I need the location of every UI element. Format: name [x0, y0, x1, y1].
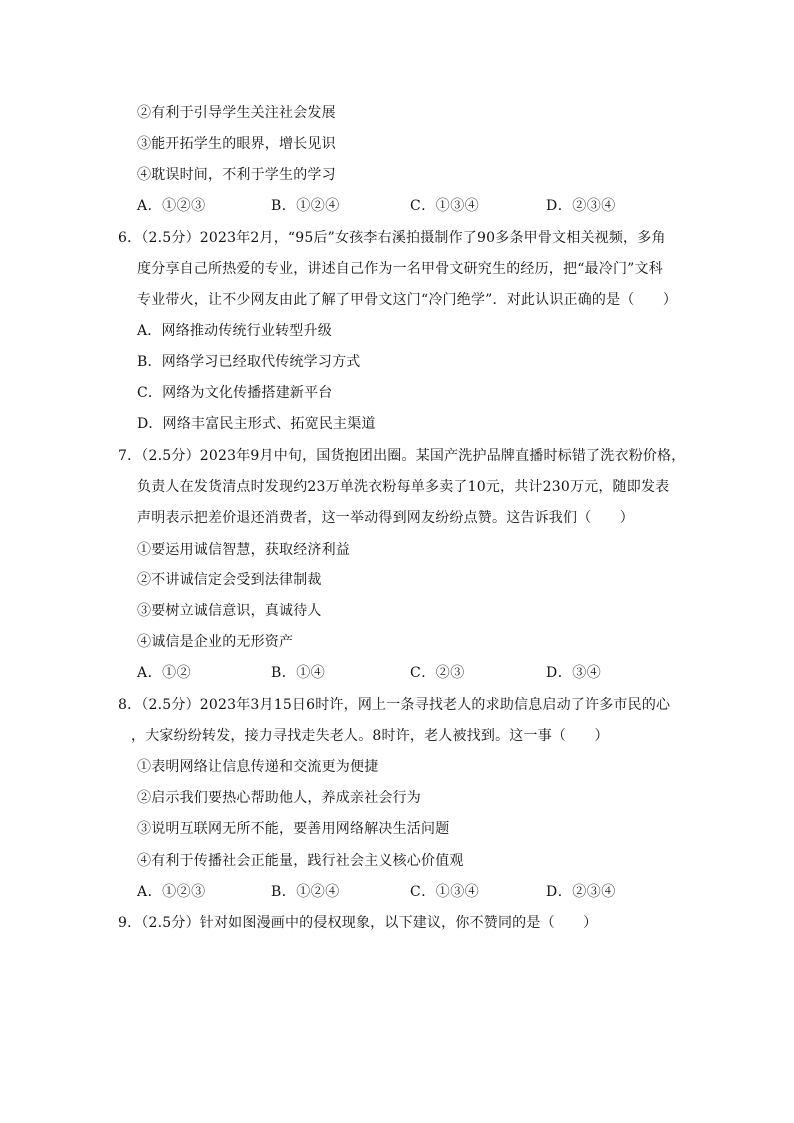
q6-option-a: A．网络推动传统行业转型升级: [137, 323, 332, 339]
q6-option-d: D．网络丰富民主形式、拓宽民主渠道: [137, 416, 376, 432]
q5-option-b: B．①②④: [271, 198, 340, 214]
q5-option-a: A．①②③: [137, 198, 206, 214]
q5-item-4: ④耽误时间，不利于学生的学习: [137, 167, 336, 183]
q7-item-4: ④诚信是企业的无形资产: [137, 634, 294, 650]
q8-option-b: B．①②④: [271, 884, 340, 900]
q6-stem-line-2: 度分享自己所热爱的专业，讲述自己作为一名甲骨文研究生的经历，把“最冷门”文科: [137, 261, 663, 277]
q8-item-4: ④有利于传播社会正能量，践行社会主义核心价值观: [137, 853, 464, 869]
q8-item-3: ③说明互联网无所不能，要善用网络解决生活问题: [137, 821, 450, 837]
q7-option-b: B．①④: [271, 665, 326, 681]
q6-stem-line-3: 专业带火，让不少网友由此了解了甲骨文这门“冷门绝学”．对此认识正确的是（ ）: [137, 292, 678, 308]
q7-stem-line-3: 声明表示把差价退还消费者，这一举动得到网友纷纷点赞。这告诉我们（ ）: [137, 510, 634, 526]
q6-option-c: C．网络为文化传播搭建新平台: [137, 385, 333, 401]
q7-option-c: C．②③: [410, 665, 465, 681]
q8-item-1: ①表明网络让信息传递和交流更为便捷: [137, 759, 379, 775]
q8-option-a: A．①②③: [137, 884, 206, 900]
q7-stem-line-1: 7．（2.5分）2023年9月中旬，国货抱团出圈。某国产洗护品牌直播时标错了洗衣粉价格，: [118, 448, 686, 464]
q7-item-3: ③要树立诚信意识，真诚待人: [137, 603, 322, 619]
q7-stem-line-2: 负责人在发货清点时发现约23万单洗衣粉每单多卖了10元，共计230万元，随即发表: [137, 479, 670, 495]
q8-option-d: D．②③④: [546, 884, 616, 900]
q5-item-2: ②有利于引导学生关注社会发展: [137, 105, 336, 121]
q6-option-b: B．网络学习已经取代传统学习方式: [137, 354, 361, 370]
q9-stem-line-1: 9．（2.5分）针对如图漫画中的侵权现象，以下建议，你不赞同的是（ ）: [118, 915, 598, 931]
q8-item-2: ②启示我们要热心帮助他人，养成亲社会行为: [137, 790, 421, 806]
q7-item-2: ②不讲诚信定会受到法律制裁: [137, 572, 322, 588]
q8-option-c: C．①③④: [410, 884, 480, 900]
q5-option-d: D．②③④: [546, 198, 616, 214]
q5-item-3: ③能开拓学生的眼界，增长见识: [137, 136, 336, 152]
q6-stem-line-1: 6．（2.5分）2023年2月，“95后”女孩李右溪拍摄制作了90多条甲骨文相关视频，多角: [118, 230, 666, 246]
q5-option-c: C．①③④: [410, 198, 480, 214]
q8-stem-line-1: 8．（2.5分）2023年3月15日6时许，网上一条寻找老人的求助信息启动了许多市民的心: [118, 697, 671, 713]
q8-stem-line-2: ，大家纷纷转发，接力寻找走失老人。8时许，老人被找到。这一事（ ）: [131, 728, 609, 744]
q7-option-d: D．③④: [546, 665, 602, 681]
q7-option-a: A．①②: [137, 665, 192, 681]
q7-item-1: ①要运用诚信智慧，获取经济利益: [137, 542, 350, 558]
